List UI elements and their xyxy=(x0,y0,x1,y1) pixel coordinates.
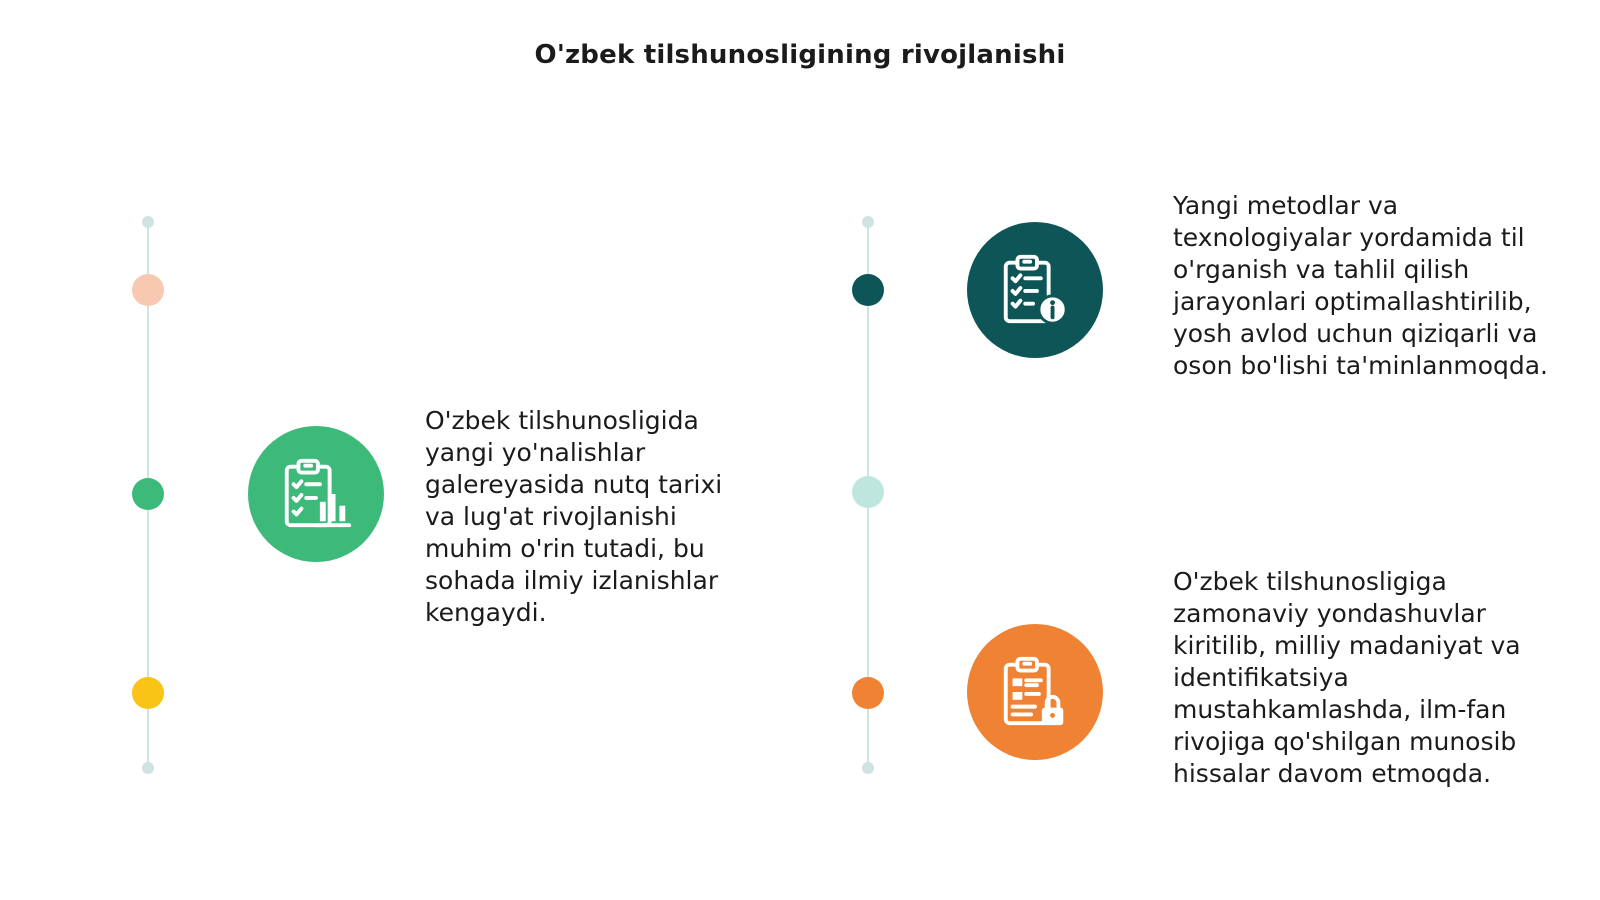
left-timeline-peach-dot xyxy=(132,274,164,306)
item-2-text: Yangi metodlar va texnologiyalar yordamida til o'rganish va tahlil qilish jarayonlari optimallashtirilib, yosh avlod uchun qiziqarli va oson bo'lishi ta'minlanmoqda. xyxy=(1173,191,1548,380)
clipboard-chart-icon xyxy=(277,455,355,533)
clipboard-lock-icon xyxy=(996,653,1074,731)
left-timeline-green-dot xyxy=(132,478,164,510)
left-timeline-end-dot xyxy=(142,762,154,774)
item-1-icon-circle xyxy=(248,426,384,562)
right-timeline-light-teal-dot xyxy=(852,476,884,508)
right-timeline-end-dot xyxy=(862,762,874,774)
left-timeline-yellow-dot xyxy=(132,677,164,709)
page-title: O'zbek tilshunosligining rivojlanishi xyxy=(534,40,1066,70)
clipboard-info-icon xyxy=(996,251,1074,329)
right-timeline-start-dot xyxy=(862,216,874,228)
item-3-text: O'zbek tilshunosligiga zamonaviy yondashuvlar kiritilib, milliy madaniyat va identifikatsiya mustahkamlashda, ilm-fan rivojiga qo'shilgan munosib hissalar davom etmoqda. xyxy=(1173,567,1521,788)
left-timeline-start-dot xyxy=(142,216,154,228)
right-timeline-dark-teal-dot xyxy=(852,274,884,306)
item-1-text: O'zbek tilshunosligida yangi yo'nalishlar galereyasida nutq tarixi va lug'at rivojlanishi muhim o'rin tutadi, bu sohada ilmiy izlanishlar kengaydi. xyxy=(425,406,723,627)
item-3-icon-circle xyxy=(967,624,1103,760)
right-timeline-orange-dot xyxy=(852,677,884,709)
item-2-icon-circle xyxy=(967,222,1103,358)
